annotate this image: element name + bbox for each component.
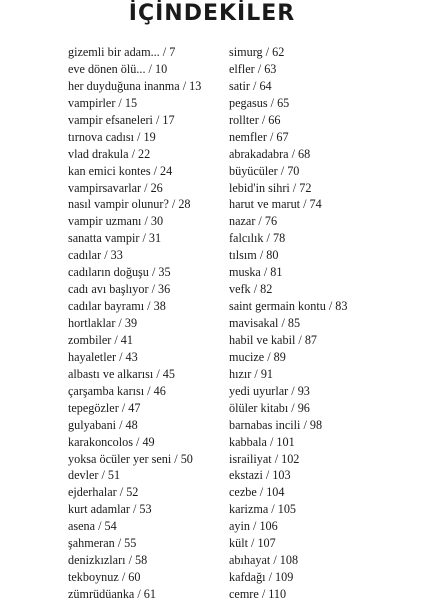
toc-entry: cadılar bayramı / 38 [68, 299, 166, 314]
toc-entry: vampir uzmanı / 30 [68, 214, 164, 229]
toc-entry: tekboynuz / 60 [68, 570, 141, 585]
toc-entry: tepegözler / 47 [68, 400, 141, 415]
toc-entry: vampirler / 15 [68, 95, 138, 110]
toc-entry: kabbala / 101 [229, 434, 295, 449]
toc-entry: abrakadabra / 68 [229, 146, 311, 161]
toc-entry: habil ve kabil / 87 [229, 332, 318, 347]
toc-entry: hortlaklar / 39 [68, 316, 138, 330]
toc-entry: vefk / 82 [229, 282, 273, 297]
toc-entry: cadılar / 33 [68, 248, 123, 263]
toc-entry: kurt adamlar / 53 [68, 502, 152, 517]
toc-entry: abıhayat / 108 [229, 553, 299, 568]
toc-entry: çarşamba karısı / 46 [68, 383, 166, 398]
toc-entry: nemfler / 67 [229, 129, 289, 144]
toc-entry: ejderhalar / 52 [68, 485, 139, 500]
toc-entry: albastı ve alkarısı / 45 [68, 366, 175, 381]
toc-entry: asena / 54 [68, 519, 117, 534]
toc-entry: mucize / 89 [229, 349, 286, 364]
toc-entry: her duyduğuna inanma / 13 [68, 78, 202, 93]
toc-entry: rollter / 66 [229, 112, 281, 127]
toc-entry: saint germain kontu / 83 [229, 299, 348, 314]
toc-entry: karakoncolos / 49 [68, 434, 155, 449]
toc-entry: cadıların doğuşu / 35 [68, 265, 171, 280]
toc-entry: harut ve marut / 74 [229, 197, 322, 212]
toc-entry: nazar / 76 [229, 214, 278, 229]
toc-entry: yedi uyurlar / 93 [229, 383, 310, 398]
toc-left-column [68, 44, 201, 603]
toc-entry: pegasus / 65 [229, 95, 290, 110]
toc-entry: tılsım / 80 [229, 248, 279, 263]
toc-entry: cemre / 110 [229, 587, 287, 601]
toc-entry: elfler / 63 [229, 61, 277, 76]
toc-entry: muska / 81 [229, 265, 283, 280]
toc-entry: hızır / 91 [229, 366, 274, 381]
toc-entry: israiliyat / 102 [229, 451, 300, 466]
toc-entry: mavisakal / 85 [229, 316, 301, 330]
toc-entry: ayin / 106 [229, 519, 278, 534]
toc-entry: zombiler / 41 [68, 332, 133, 347]
toc-entry: zümrüdüanka / 61 [68, 587, 156, 601]
toc-entry: satir / 64 [229, 78, 272, 93]
toc-entry: gizemli bir adam... / 7 [68, 45, 176, 59]
toc-entry: kült / 107 [229, 536, 276, 551]
toc-entry: kafdağı / 109 [229, 570, 294, 585]
toc-entry: tırnova cadısı / 19 [68, 129, 156, 144]
toc-entry: vampirsavarlar / 26 [68, 180, 163, 195]
toc-entry: nasıl vampir olunur? / 28 [68, 197, 191, 212]
page-title: İÇİNDEKİLER [128, 1, 296, 26]
toc-entry: büyücüler / 70 [229, 163, 300, 178]
toc-entry: denizkızları / 58 [68, 553, 148, 568]
toc-right-column [229, 44, 347, 603]
toc-entry: ekstazi / 103 [229, 468, 291, 483]
toc-entry: simurg / 62 [229, 45, 285, 59]
toc-entry: şahmeran / 55 [68, 536, 137, 551]
toc-entry: vlad drakula / 22 [68, 146, 151, 161]
toc-entry: kan emici kontes / 24 [68, 163, 173, 178]
toc-entry: cezbe / 104 [229, 485, 285, 500]
toc-entry: eve dönen ölü... / 10 [68, 61, 168, 76]
toc-entry: devler / 51 [68, 468, 121, 483]
toc-entry: lebid'in sihri / 72 [229, 180, 312, 195]
toc-entry: sanatta vampir / 31 [68, 231, 162, 246]
toc-entry: falcılık / 78 [229, 231, 286, 246]
toc-entry: barnabas incili / 98 [229, 417, 323, 432]
toc-entry: cadı avı başlıyor / 36 [68, 282, 171, 297]
toc-entry: karizma / 105 [229, 502, 297, 517]
toc-entry: yoksa öcüler yer seni / 50 [68, 451, 193, 466]
toc-entry: ölüler kitabı / 96 [229, 400, 310, 415]
toc-entry: vampir efsaneleri / 17 [68, 112, 175, 127]
toc-entry: gulyabani / 48 [68, 417, 138, 432]
toc-entry: hayaletler / 43 [68, 349, 138, 364]
